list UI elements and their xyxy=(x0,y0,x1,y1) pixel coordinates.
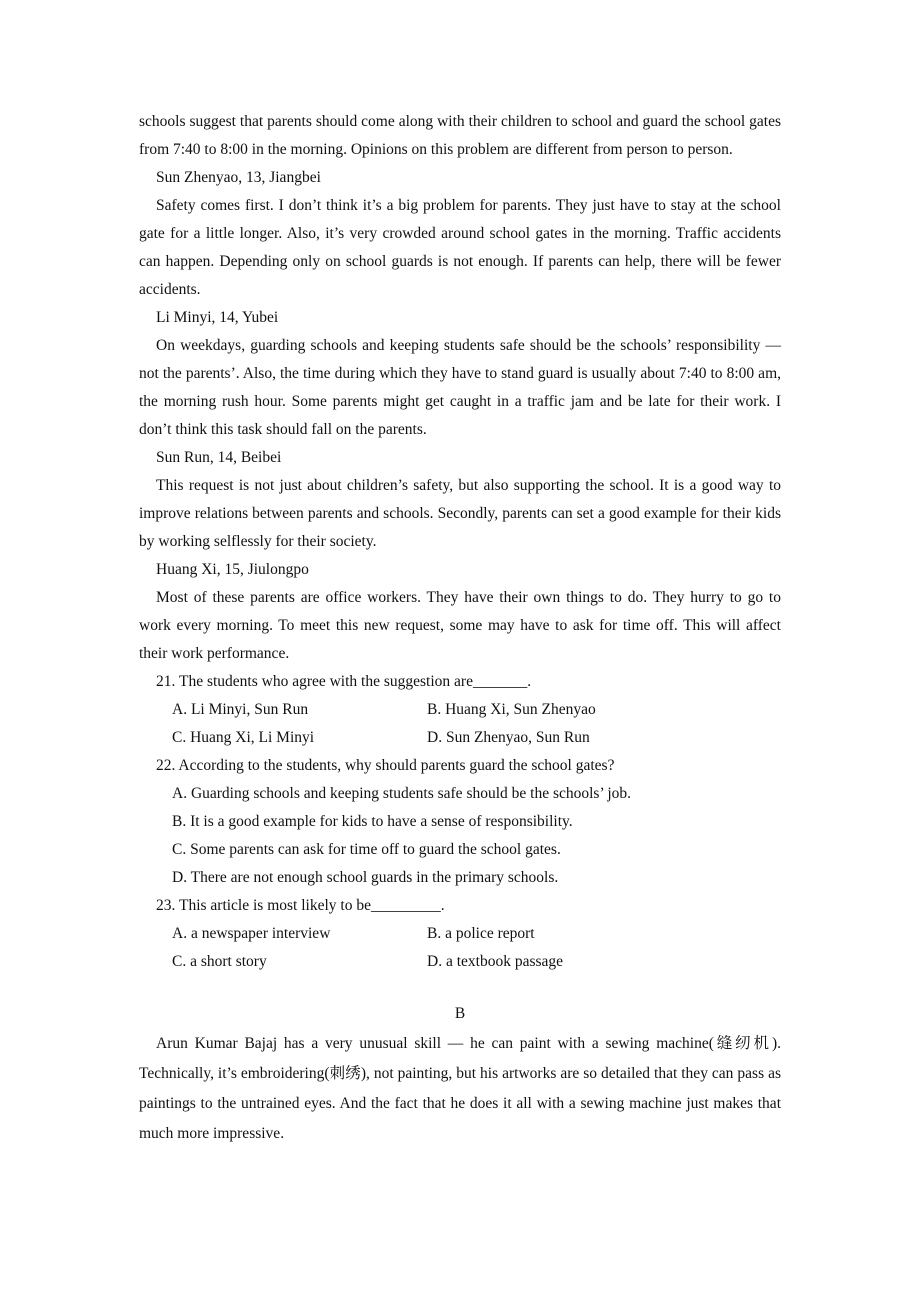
question-22-option-b: B. It is a good example for kids to have a sense of responsibility. xyxy=(172,813,573,830)
opinion-name-huang-xi: Huang Xi, 15, Jiulongpo xyxy=(156,561,309,578)
question-21-option-c: C. Huang Xi, Li Minyi xyxy=(172,729,315,746)
section-b-title: B xyxy=(454,1005,466,1022)
question-22-option-d: D. There are not enough school guards in the primary schools. xyxy=(172,869,559,886)
question-22-option-c: C. Some parents can ask for time off to guard the school gates. xyxy=(172,841,561,858)
opinion-text-huang-xi: Most of these parents are office workers. They have their own things to do. They hurry to go to work every morning. To meet this new request, some may have to ask for time off. This will affect their work performance. xyxy=(139,589,781,662)
opinion-name-li-minyi: Li Minyi, 14, Yubei xyxy=(156,309,279,326)
question-21-option-d: D. Sun Zhenyao, Sun Run xyxy=(427,729,590,746)
passage-b-text: Arun Kumar Bajaj has a very unusual skill — he can paint with a sewing machine(缝纫机). Technically, it’s embroidering(刺绣), not painting, but his artworks are so detailed that they can pass as paintings to the untrained eyes. And the fact that he does it all with a sewing machine just makes that much more impressive. xyxy=(139,1035,781,1142)
question-23-option-b: B. a police report xyxy=(427,925,535,942)
opinion-text-sun-zhenyao: Safety comes first. I don’t think it’s a big problem for parents. They just have to stay at the school gate for a little longer. Also, it’s very crowded around school gates in the morning. Traffic accidents can happen. Depending only on school guards is not enough. If parents can help, there will be fewer accidents. xyxy=(139,197,781,298)
question-21-stem: 21. The students who agree with the suggestion are_______. xyxy=(156,673,532,690)
question-23-options-row-2 xyxy=(139,948,781,976)
opinion-text-li-minyi: On weekdays, guarding schools and keeping students safe should be the schools’ responsibility — not the parents’. Also, the time during which they have to stand guard is usually about 7:40 to 8:00 am, the morning rush hour. Some parents might get caught in a traffic jam and be late for their work. I don’t think this task should fall on the parents. xyxy=(139,337,781,438)
question-23-options-row-1 xyxy=(139,920,781,948)
question-22-stem: 22. According to the students, why should parents guard the school gates? xyxy=(156,757,615,774)
question-21-options-row-2 xyxy=(139,724,781,752)
question-21-options-row-1 xyxy=(139,696,781,724)
opinion-text-sun-run: This request is not just about children’s safety, but also supporting the school. It is a good way to improve relations between parents and schools. Secondly, parents can set a good example for their kids by working selflessly for their society. xyxy=(139,477,781,550)
question-23-option-a: A. a newspaper interview xyxy=(172,925,331,942)
question-21-option-b: B. Huang Xi, Sun Zhenyao xyxy=(427,701,596,718)
question-23-stem: 23. This article is most likely to be_________. xyxy=(156,897,445,914)
question-21-option-a: A. Li Minyi, Sun Run xyxy=(172,701,309,718)
opinion-name-sun-zhenyao: Sun Zhenyao, 13, Jiangbei xyxy=(156,169,321,186)
opinion-name-sun-run: Sun Run, 14, Beibei xyxy=(156,449,282,466)
passage-a-intro: schools suggest that parents should come along with their children to school and guard the school gates from 7:40 to 8:00 in the morning. Opinions on this problem are different from person to person. xyxy=(139,113,781,158)
question-22-option-a: A. Guarding schools and keeping students safe should be the schools’ job. xyxy=(172,785,632,802)
document-page xyxy=(139,108,781,1149)
question-23-option-d: D. a textbook passage xyxy=(427,953,564,970)
question-23-option-c: C. a short story xyxy=(172,953,267,970)
